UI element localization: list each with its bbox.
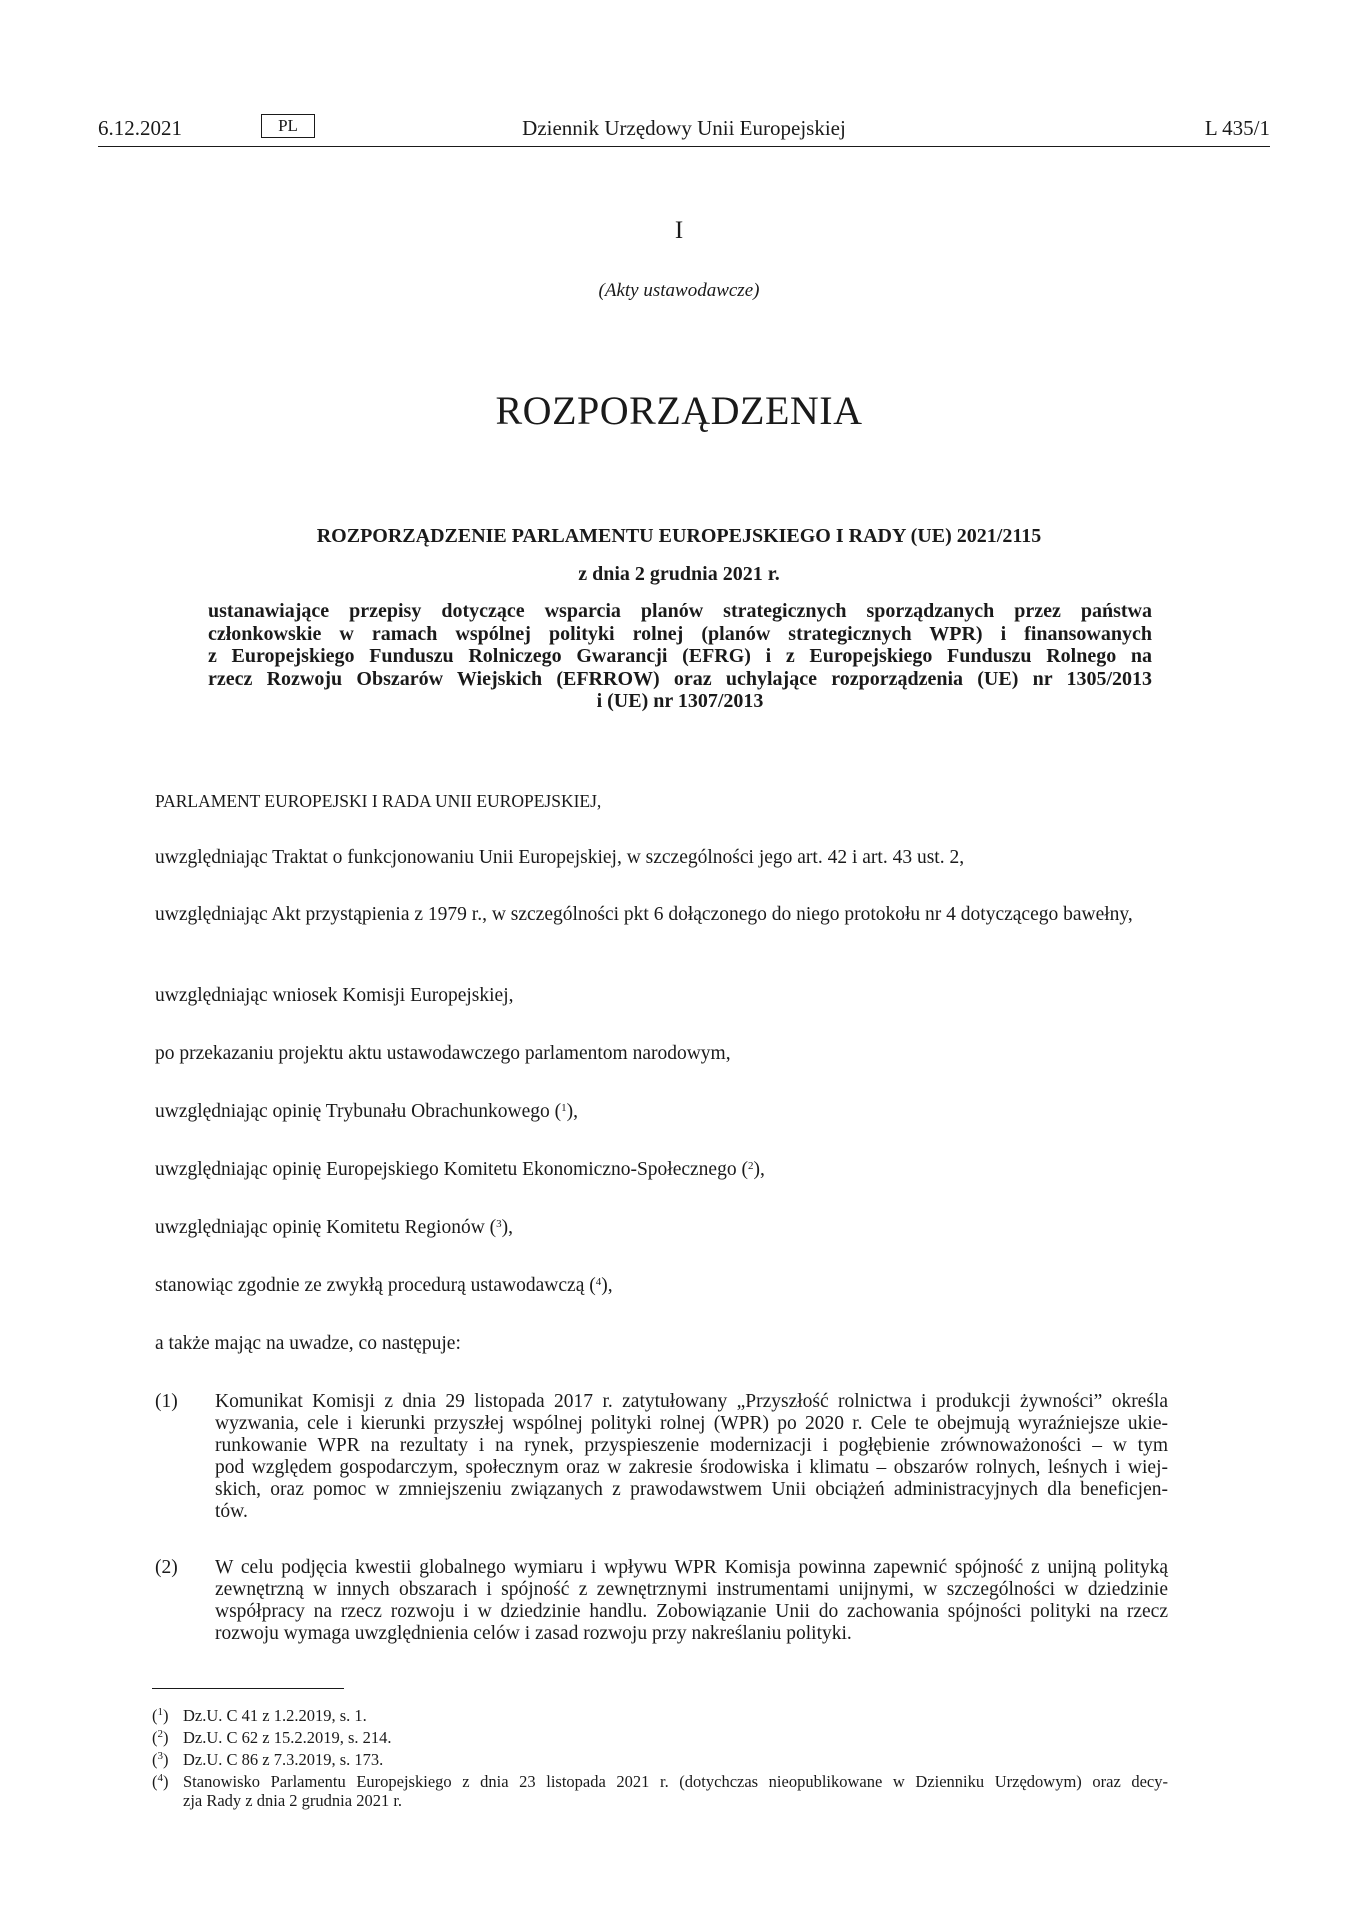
section-title: ROZPORZĄDZENIA [495, 388, 863, 433]
recital-number: (1) [155, 1391, 178, 1412]
part-number: I [674, 217, 684, 244]
whereas-intro: a także mając na uwadze, co następuje: [155, 1333, 461, 1354]
recital-text: W celu podjęcia kwestii globalnego wymiaru i wpływu WPR Komisja powinna zapewnić spójność z unijną polityką zewnętrzną w innych obszarach i spójność z zewnętrznymi instrumentami unijnymi, w szczególności w dziedzinie współpracy na rzecz rozwoju i w dziedzinie handlu. Zobowiązanie Unii do zachowania spójności polityki na rzecz rozwoju wymaga uwzględnienia celów i zasad rozwoju przy nakreślaniu polityki. [215, 1557, 1168, 1644]
page-number: L 435/1 [1204, 116, 1270, 140]
regulation-title: ROZPORZĄDZENIE PARLAMENTU EUROPEJSKIEGO I RADY (UE) 2021/2115 [316, 525, 1042, 547]
footnote-divider [152, 1688, 344, 1689]
recital-text: Komunikat Komisji z dnia 29 listopada 2017 r. zatytułowany „Przyszłość rolnictwa i produkcji żywności” określa wyzwania, cele i kierunki przyszłej wspólnej polityki rolnej (WPR) po 2020 r. Cele te obejmują wyraźniejsze ukie- runkowanie WPR na rezultaty i na rynek, przyspieszenie modernizacji i pogłębienie zrównoważoności – w tym pod względem gospodarczym, społecznym oraz w zakresie środowiska i klimatu – obszarów rolnych, leśnych i wiej- skich, oraz pomoc w zmniejszeniu związanych z prawodawstwem Unii obciążeń administracyjnych dla beneficjen- tów. [215, 1391, 1168, 1522]
footnote-text: Stanowisko Parlamentu Europejskiego z dnia 23 listopada 2021 r. (dotychczas nieopublikowane w Dzienniku Urzędowym) oraz decy- zja Rady z dnia 2 grudnia 2021 r. [183, 1772, 1168, 1810]
recital-number: (2) [155, 1557, 178, 1578]
acts-type: (Akty ustawodawcze) [598, 280, 760, 301]
language-badge: PL [261, 114, 315, 138]
subject-line: z Europejskiego Funduszu Rolniczego Gwarancji (EFRG) i z Europejskiego Funduszu Rolnego na [208, 645, 1152, 667]
regulation-subject [208, 600, 1152, 713]
citation-treaty: uwzględniając Traktat o funkcjonowaniu Unii Europejskiej, w szczególności jego art. 42 i art. 43 ust. 2, [155, 847, 965, 868]
citation-court-of-auditors: uwzględniając opinię Trybunału Obrachunkowego ($^1$), [155, 1101, 579, 1122]
citation-legislative-procedure: stanowiąc zgodnie ze zwykłą procedurą ustawodawczą ($^4$), [155, 1275, 613, 1296]
subject-line: ustanawiające przepisy dotyczące wsparcia planów strategicznych sporządzanych przez państwa [208, 600, 1152, 622]
footnote-ref[interactable]: 2 [747, 1160, 754, 1172]
footnote-mark: ($^4$) [152, 1772, 169, 1791]
subject-line: i (UE) nr 1307/2013 [596, 690, 764, 712]
footnote-text: Dz.U. C 62 z 15.2.2019, s. 214. [183, 1728, 392, 1747]
citation-national-parliaments: po przekazaniu projektu aktu ustawodawczego parlamentom narodowym, [155, 1043, 731, 1064]
footnote-text: Dz.U. C 41 z 1.2.2019, s. 1. [183, 1706, 367, 1725]
subject-line: rzecz Rozwoju Obszarów Wiejskich (EFRROW) oraz uchylające rozporządzenia (UE) nr 1305/2013 [208, 667, 1152, 690]
footnote-mark: ($^3$) [152, 1750, 169, 1769]
citation-committee-of-regions: uwzględniając opinię Komitetu Regionów ($^3$), [155, 1217, 514, 1238]
journal-title: Dziennik Urzędowy Unii Europejskiej [522, 116, 846, 140]
footnote-ref[interactable]: 4 [595, 1276, 602, 1288]
citation-eesc: uwzględniając opinię Europejskiego Komitetu Ekonomiczno-Społecznego ($^2$), [155, 1159, 765, 1180]
journal-header [98, 112, 1270, 147]
footnote-ref[interactable]: 1 [561, 1102, 567, 1114]
footnote-mark: ($^2$) [152, 1728, 169, 1747]
preamble-authors: PARLAMENT EUROPEJSKI I RADA UNII EUROPEJSKIEJ, [155, 791, 602, 811]
subject-line: członkowskie w ramach wspólnej polityki rolnej (planów strategicznych WPR) i finansowanych [208, 622, 1152, 645]
citation-commission-proposal: uwzględniając wniosek Komisji Europejskiej, [155, 985, 514, 1006]
footnote-text: Dz.U. C 86 z 7.3.2019, s. 173. [183, 1750, 384, 1769]
citation-accession-act: uwzględniając Akt przystąpienia z 1979 r., w szczególności pkt 6 dołączonego do niego protokołu nr 4 dotyczącego bawełny, [155, 904, 1133, 925]
publication-date: 6.12.2021 [98, 116, 182, 140]
footnote-ref[interactable]: 3 [496, 1218, 502, 1230]
footnote-mark: ($^1$) [152, 1706, 169, 1725]
regulation-date: z dnia 2 grudnia 2021 r. [578, 563, 780, 585]
